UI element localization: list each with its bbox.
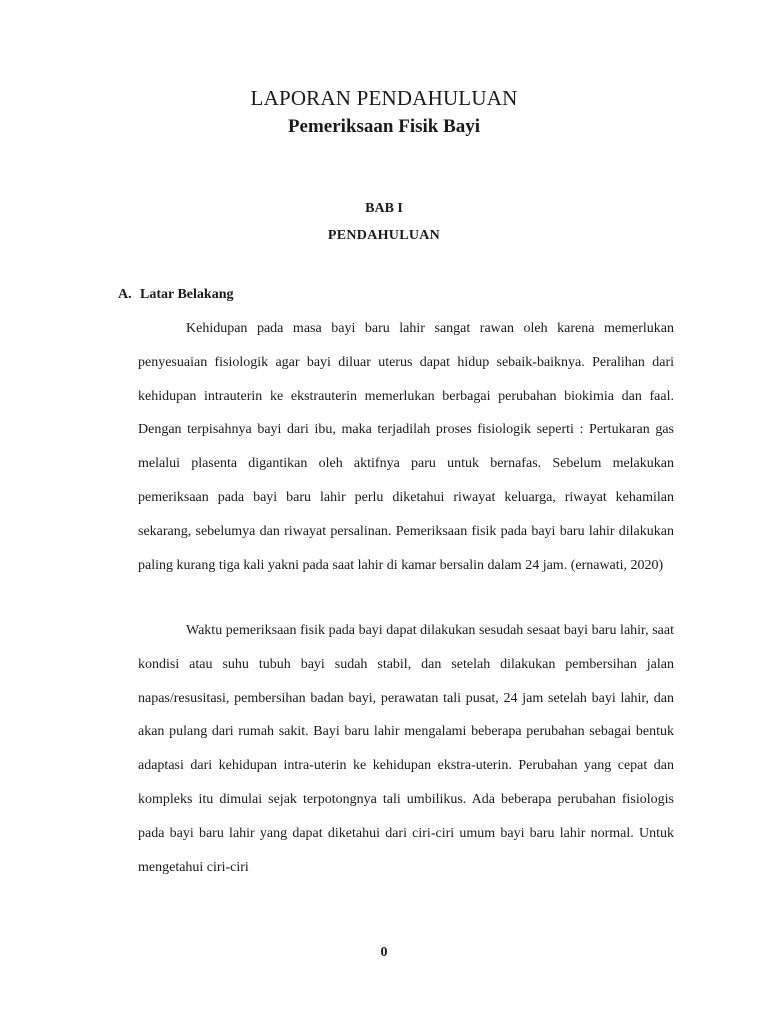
- section-heading-text: Latar Belakang: [140, 287, 234, 302]
- paragraph-text: Waktu pemeriksaan fisik pada bayi dapat dilakukan sesudah sesaat bayi baru lahir, saat kondisi atau suhu tubuh bayi sudah stabil, dan setelah dilakukan pembersihan jalan napas/resusitasi, pembersihan badan bayi, perawatan tali pusat, 24 jam setelah bayi lahir, dan akan pulang dari rumah sakit. Bayi baru lahir mengalami beberapa perubahan sebagai bentuk adaptasi dari kehidupan intra-uterin ke kehidupan ekstra-uterin. Perubahan yang cepat dan kompleks itu dimulai sejak terpotongnya tali umbilikus. Ada beberapa perubahan fisiologis pada bayi baru lahir yang dapat diketahui dari ciri-ciri umum bayi baru lahir normal. Untuk mengetahui ciri-ciri: [138, 623, 674, 875]
- section-marker: A.: [118, 287, 132, 302]
- document-title: LAPORAN PENDAHULUAN: [250, 86, 518, 110]
- section-heading: [118, 287, 233, 303]
- chapter-number: BAB I: [365, 201, 403, 216]
- paragraph-text: Kehidupan pada masa bayi baru lahir sangat rawan oleh karena memerlukan penyesuaian fisiologik agar bayi diluar uterus dapat hidup sebaik-baiknya. Peralihan dari kehidupan intrauterin ke ekstrauterin memerlukan berbagai perubahan biokimia dan faal. Dengan terpisahnya bayi dari ibu, maka terjadilah proses fisiologik seperti : Pertukaran gas melalui plasenta digantikan oleh aktifnya paru untuk bernafas. Sebelum melakukan pemeriksaan pada bayi baru lahir perlu diketahui riwayat keluarga, riwayat kehamilan sekarang, sebelumya dan riwayat persalinan. Pemeriksaan fisik pada bayi baru lahir dilakukan paling kurang tiga kali yakni pada saat lahir di kamar bersalin dalam 24 jam. (ernawati, 2020): [138, 321, 674, 573]
- body-paragraph-1: [138, 312, 674, 582]
- document-subtitle: Pemeriksaan Fisik Bayi: [287, 116, 481, 137]
- page-number: 0: [380, 945, 388, 960]
- body-paragraph-2: [138, 614, 674, 884]
- chapter-title: PENDAHULUAN: [327, 228, 441, 243]
